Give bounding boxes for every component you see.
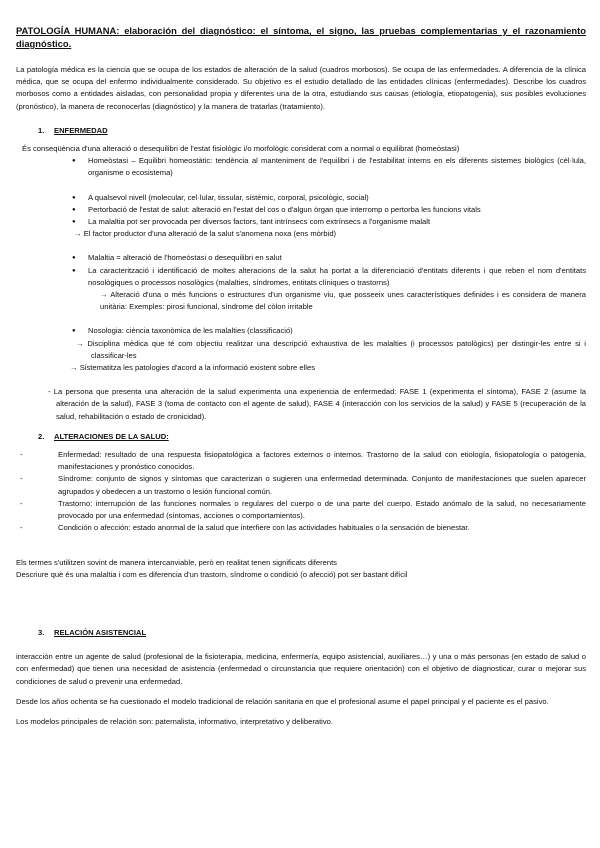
- list-item: - Condición o afección: estado anormal de la salud que interfiere con las actividades habituales o la sensación de bienestar.: [16, 522, 586, 534]
- arrow-note: → El factor productor d'una alteració de la salut s'anomena noxa (ens mòrbid): [74, 229, 337, 239]
- bullet-list: [16, 155, 586, 228]
- list-item: ● Malaltia = alteració de l'homeòstasi o desequilibri en salut: [72, 252, 586, 264]
- list-item: ● Homeòstasi – Equilibri homeostàtic: tendència al manteniment de l'equilibri i de l'estabilitat interns en els diferents sistemes biològics (cèl·lula, organisme o ecosistema): [72, 155, 586, 179]
- list-item: - Síndrome: conjunto de signos y síntomas que caracterizan o sugieren una enfermedad determinada. Conjunto de manifestaciones que suelen aparecer agrupados y obedecen a un trastorno o lesión funcional común.: [16, 473, 586, 497]
- bullet-list: [16, 325, 586, 337]
- section-1-heading: [38, 125, 586, 137]
- section-title: ENFERMEDAD: [54, 125, 108, 135]
- list-item: - Enfermedad: resultado de una respuesta fisiopatológica a factores externos o internos. Trastorno de la salud con etiología, fisiopatología o patogenia, manifestaciones y pronóstico conocidos.: [16, 449, 586, 473]
- paragraph: Desde los años ochenta se ha cuestionado el modelo tradicional de relación sanitaria en que el profesional asume el papel principal y el paciente es el pasivo.: [16, 696, 549, 706]
- section-title: ALTERACIONES DE LA SALUD:: [54, 431, 169, 441]
- definitions-list: [16, 449, 586, 534]
- section-2-heading: [38, 431, 586, 443]
- list-item: ● Nosologia: ciència taxonòmica de les malalties (classificació): [72, 325, 586, 337]
- section-number: 2.: [38, 431, 45, 441]
- section-3-heading: [38, 627, 586, 639]
- arrow-note: → Sistematitza les patologies d'acord a la informació existent sobre elles: [70, 363, 315, 373]
- section-title: RELACIÓN ASISTENCIAL: [54, 627, 147, 637]
- section-number: 3.: [38, 627, 45, 637]
- paragraph: interacción entre un agente de salud (profesional de la fisioterapia, medicina, enfermería, equipo asistencial, auxiliares…) y una o más personas (en estado de salud o con enfermedad) que tienen una necesidad de asistencia (enfermedad o circunstancia que requiere orientación) con el objetivo de diagnosticar, curar o mejorar sus condiciones de salud o prevenir una enfermedad.: [16, 652, 586, 686]
- page-title: PATOLOGÍA HUMANA: elaboración del diagnóstico: el síntoma, el signo, las pruebas complementarias y el razonamiento diagnóstico.: [16, 25, 586, 49]
- intro-paragraph: La patología médica es la ciencia que se ocupa de los estados de alteración de la salud (cuadros morbosos). Se ocupa de las enfermedades. A diferencia de la clínica médica, que se ocupa del enfermo individualmente considerado. Su objetivo es el estudio detallado de las entidades clínicas (enfermedades). Describe los cuadros morbosos como a entidades aisladas, con personalidad propia y diferentes una de la otra, estudiando sus causas (etiología, etiopatogenia), sus posibles evoluciones (pronóstico), la manera de reconocerlas (diagnóstico) y la manera de tratarlas (tratamiento).: [16, 65, 586, 111]
- fases-paragraph: - La persona que presenta una alteración de la salud experimenta una experiencia de enfermedad: FASE 1 (experimenta el síntoma), FASE 2 (asume la alteración de la salud), FASE 3 (toma de contacto con el agente de salud), FASE 4 (interacción con los servicios de la salud) y FASE 5 (recuperación de la salud, rehabilitación o estado de cronicidad).: [48, 387, 586, 421]
- list-item: ● La malaltia pot ser provocada per diversos factors, tant intrínsecs com extrínsecs a l'organisme malalt: [72, 216, 586, 228]
- list-item: ● La caracterització i identificació de moltes alteracions de la salut ha portat a la diferenciació d'entitats diferents i que reben el nom d'entitats nosològiques o processos nosològics (malalties, síndromes, entitats clíniques o trastorns): [72, 265, 586, 289]
- list-item: ● Pertorbació de l'estat de salut: alteració en l'estat del cos o d'algun òrgan que interromp o pertorba les funcions vitals: [72, 204, 586, 216]
- arrow-note: → Disciplina mèdica que té com objectiu realitzar una descripció exhaustiva de les malalties (i processos patològics) per distingir-les entre si i classificar-les: [76, 338, 586, 360]
- list-item: ● A qualsevol nivell (molecular, cel·lular, tissular, sistèmic, corporal, psicològic, social): [72, 192, 586, 204]
- arrow-note: → Alteració d'una o més funcions o estructures d'un organisme viu, que posseeix unes característiques definides i es considera de manera unitària: Exemples: pirosi funcional, síndrome del còlon irritable: [100, 290, 586, 312]
- note: Descriure què és una malaltia i com es diferencia d'un trastorn, síndrome o condició (o afecció) pot ser bastant difícil: [16, 569, 408, 579]
- definition: És conseqüència d'una alteració o desequilibri de l'estat fisiològic i/o morfològic considerat com a normal o equilibrat (homeòstasi): [22, 144, 460, 154]
- note: Els termes s'utilitzen sovint de manera intercanviable, però en realitat tenen significats diferents: [16, 557, 337, 567]
- section-number: 1.: [38, 125, 45, 135]
- bullet-list: [16, 252, 586, 289]
- list-item: - Trastorno: interrupción de las funciones normales o regulares del cuerpo o de una parte del cuerpo. Estado anómalo de la salud, no necesariamente provocado por una enfermedad (síntomas, acciones o comportamientos).: [16, 498, 586, 522]
- paragraph: Los modelos principales de relación son: paternalista, informativo, interpretativo y deliberativo.: [16, 716, 333, 726]
